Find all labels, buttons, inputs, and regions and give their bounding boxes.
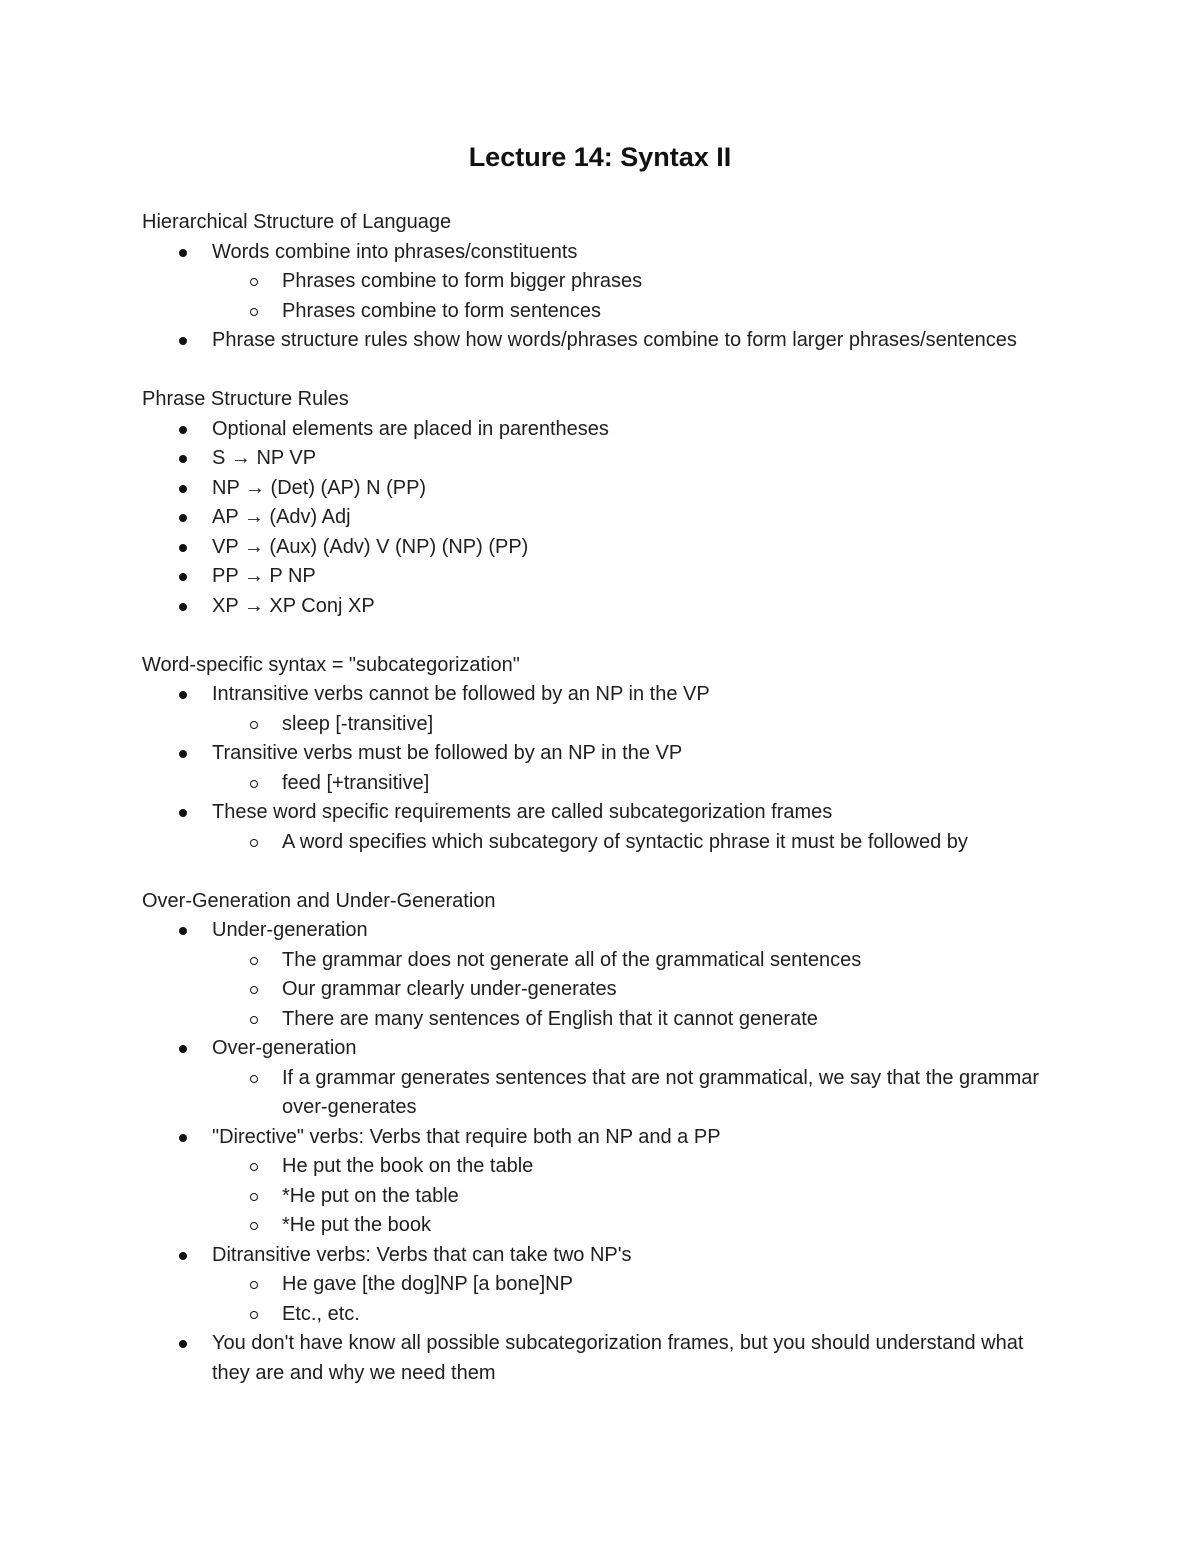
sub-list-item (212, 975, 1062, 1005)
list-item (142, 533, 1062, 563)
sub-list-item (212, 1182, 1062, 1212)
list-item (142, 592, 1062, 622)
sub-list-item-text: Etc., etc. (282, 1302, 360, 1325)
list-item (142, 562, 1062, 592)
list-item (142, 1329, 1062, 1388)
list-item-text: Phrase structure rules show how words/phrases combine to form larger phrases/sentences (212, 329, 1017, 351)
sub-bullet-list (142, 1270, 1062, 1329)
list-item-text: Transitive verbs must be followed by an NP in the VP (212, 742, 683, 764)
sub-list-item-text: Our grammar clearly under-generates (282, 978, 617, 1000)
sub-list-item (212, 946, 1062, 976)
section (142, 208, 1062, 356)
sub-list-item-text: A word specifies which subcategory of syntactic phrase it must be followed by (282, 830, 968, 853)
list-item-text: XP → XP Conj XP (212, 594, 375, 617)
list-item (142, 444, 1062, 474)
bullet-list (142, 238, 1062, 356)
sub-list-item (212, 1270, 1062, 1300)
section-heading: Word-specific syntax = "subcategorization" (142, 653, 520, 676)
list-item (142, 916, 1062, 946)
sub-list-item (212, 769, 1062, 799)
sub-list-item (212, 710, 1062, 740)
section-heading: Phrase Structure Rules (142, 388, 349, 410)
sub-list-item-text: If a grammar generates sentences that are not grammatical, we say that the grammar over-generates (282, 1066, 1040, 1118)
bullet-list (142, 680, 1062, 857)
sub-bullet-list (142, 769, 1062, 799)
list-item-text: NP → (Det) (AP) N (PP) (212, 476, 427, 499)
sub-list-item-text: He put the book on the table (282, 1155, 534, 1177)
list-item-text: VP → (Aux) (Adv) V (NP) (NP) (PP) (212, 535, 529, 558)
list-item (142, 326, 1062, 356)
list-item (142, 798, 1062, 828)
sub-list-item-text: sleep [-transitive] (282, 712, 434, 735)
sub-list-item-text: Phrases combine to form bigger phrases (282, 270, 643, 292)
list-item-text: Intransitive verbs cannot be followed by an NP in the VP (212, 683, 710, 705)
list-item (142, 503, 1062, 533)
section (142, 887, 1062, 1389)
list-item (142, 680, 1062, 710)
sub-list-item-text: He gave [the dog]NP [a bone]NP (282, 1273, 573, 1295)
section-heading: Hierarchical Structure of Language (142, 211, 452, 233)
notes-body (142, 208, 1062, 1418)
list-item (142, 415, 1062, 445)
sub-list-item (212, 1064, 1062, 1123)
sub-bullet-list (142, 828, 1062, 858)
sub-list-item-text: The grammar does not generate all of the grammatical sentences (282, 948, 862, 971)
sub-list-item (212, 1152, 1062, 1182)
sub-list-item (212, 1211, 1062, 1241)
list-item-text: You don't have know all possible subcategorization frames, but you should understand what they are and why we need them (212, 1332, 1024, 1384)
list-item-text: These word specific requirements are called subcategorization frames (212, 801, 833, 823)
list-item (142, 1123, 1062, 1153)
section (142, 651, 1062, 858)
sub-list-item (212, 828, 1062, 858)
bullet-list (142, 916, 1062, 1388)
list-item-text: PP → P NP (212, 565, 316, 587)
section-heading: Over-Generation and Under-Generation (142, 889, 496, 912)
page-title: Lecture 14: Syntax II (468, 142, 732, 172)
sub-list-item (212, 297, 1062, 327)
list-item (142, 238, 1062, 268)
sub-bullet-list (142, 710, 1062, 740)
section (142, 385, 1062, 621)
bullet-list (142, 415, 1062, 622)
sub-list-item (212, 1005, 1062, 1035)
sub-bullet-list (142, 946, 1062, 1035)
sub-bullet-list (142, 1152, 1062, 1241)
sub-list-item-text: Phrases combine to form sentences (282, 299, 602, 322)
list-item-text: Under-generation (212, 919, 368, 941)
sub-list-item-text: *He put on the table (282, 1184, 459, 1207)
list-item-text: AP → (Adv) Adj (212, 506, 351, 528)
sub-list-item (212, 1300, 1062, 1330)
list-item-text: Over-generation (212, 1037, 357, 1059)
list-item (142, 474, 1062, 504)
sub-list-item-text: There are many sentences of English that it cannot generate (282, 1007, 818, 1030)
sub-bullet-list (142, 267, 1062, 326)
list-item (142, 1034, 1062, 1064)
list-item-text: Ditransitive verbs: Verbs that can take two NP's (212, 1243, 632, 1266)
sub-bullet-list (142, 1064, 1062, 1123)
list-item-text: S → NP VP (212, 447, 317, 469)
sub-list-item (212, 267, 1062, 297)
list-item-text: "Directive" verbs: Verbs that require both an NP and a PP (212, 1125, 721, 1148)
list-item-text: Words combine into phrases/constituents (212, 240, 578, 263)
sub-list-item-text: feed [+transitive] (282, 771, 430, 794)
list-item (142, 739, 1062, 769)
list-item (142, 1241, 1062, 1271)
sub-list-item-text: *He put the book (282, 1214, 431, 1236)
list-item-text: Optional elements are placed in parentheses (212, 417, 609, 440)
